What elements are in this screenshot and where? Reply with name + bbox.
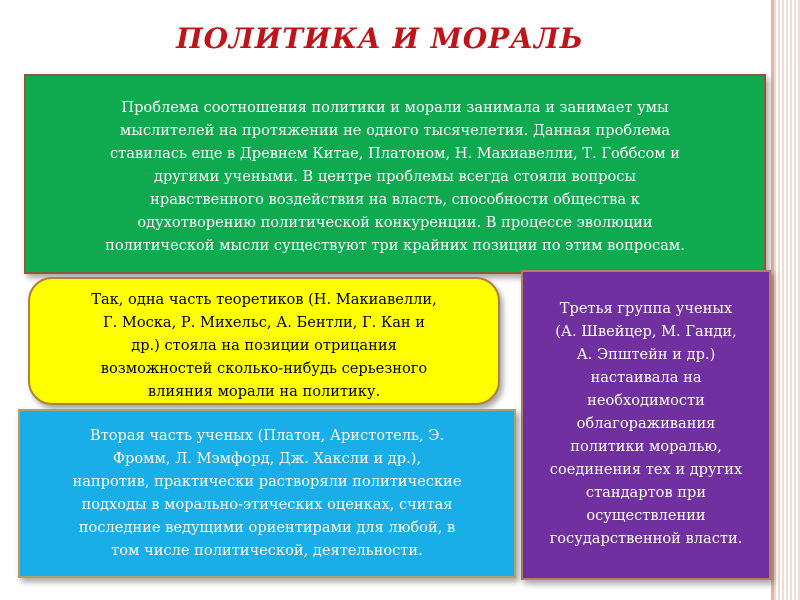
intro-line: нравственного воздействия на власть, способности общества к xyxy=(150,191,640,208)
second-group-box xyxy=(18,409,516,578)
third-group-line: осуществлении xyxy=(586,507,706,524)
first-group-line: возможностей сколько-нибудь серьезного xyxy=(100,360,428,377)
second-group-line: Фромм, Л. Мэмфорд, Дж. Хаксли и др.), xyxy=(112,450,422,467)
third-group-line: облагораживания xyxy=(576,415,716,432)
second-group-line: том числе политической, деятельности. xyxy=(111,542,423,559)
intro-box xyxy=(24,74,766,274)
second-group-line: напротив, практически растворяли политические xyxy=(72,473,462,490)
intro-line: ставилась еще в Древнем Китае, Платоном, Н. Макиавелли, Т. Гоббсом и xyxy=(109,145,681,162)
third-group-line: (А. Швейцер, М. Ганди, xyxy=(555,323,737,340)
first-group-line: Так, одна часть теоретиков (Н. Макиавелли, xyxy=(91,291,437,308)
intro-line: политической мысли существуют три крайних позиции по этим вопросам. xyxy=(105,237,685,254)
second-group-line: Вторая часть ученых (Платон, Аристотель, Э. xyxy=(89,427,445,444)
third-group-box xyxy=(521,270,771,580)
intro-line: одухотворению политической конкуренции. В процессе эволюции xyxy=(137,214,653,231)
third-group-line: настаивала на xyxy=(590,369,702,386)
first-group-line: Г. Моска, Р. Михельс, А. Бентли, Г. Кан и xyxy=(102,314,426,331)
slide-title: ПОЛИТИКА И МОРАЛЬ xyxy=(176,22,584,55)
second-group-line: подходы в морально-этических оценках, считая xyxy=(81,496,453,513)
third-group-line: А. Эпштейн и др.) xyxy=(576,346,716,363)
third-group-line: необходимости xyxy=(587,392,705,409)
second-group-line: последние ведущими ориентирами для любой, в xyxy=(78,519,456,536)
decorative-stripe xyxy=(774,0,800,600)
first-group-line: влияния морали на политику. xyxy=(147,383,381,400)
third-group-line: Третья группа ученых xyxy=(559,300,733,317)
third-group-line: соединения тех и других xyxy=(549,461,743,478)
third-group-line: стандартов при xyxy=(585,484,707,501)
intro-line: другими учеными. В центре проблемы всегда стояли вопросы xyxy=(153,168,637,185)
first-group-box xyxy=(28,277,500,405)
intro-line: мыслителей на протяжении не одного тысячелетия. Данная проблема xyxy=(119,122,671,139)
third-group-line: политики моралью, xyxy=(570,438,722,455)
third-group-line: государственной власти. xyxy=(549,530,743,547)
first-group-line: др.) стояла на позиции отрицания xyxy=(131,337,397,354)
intro-line: Проблема соотношения политики и морали занимала и занимает умы xyxy=(121,99,669,116)
